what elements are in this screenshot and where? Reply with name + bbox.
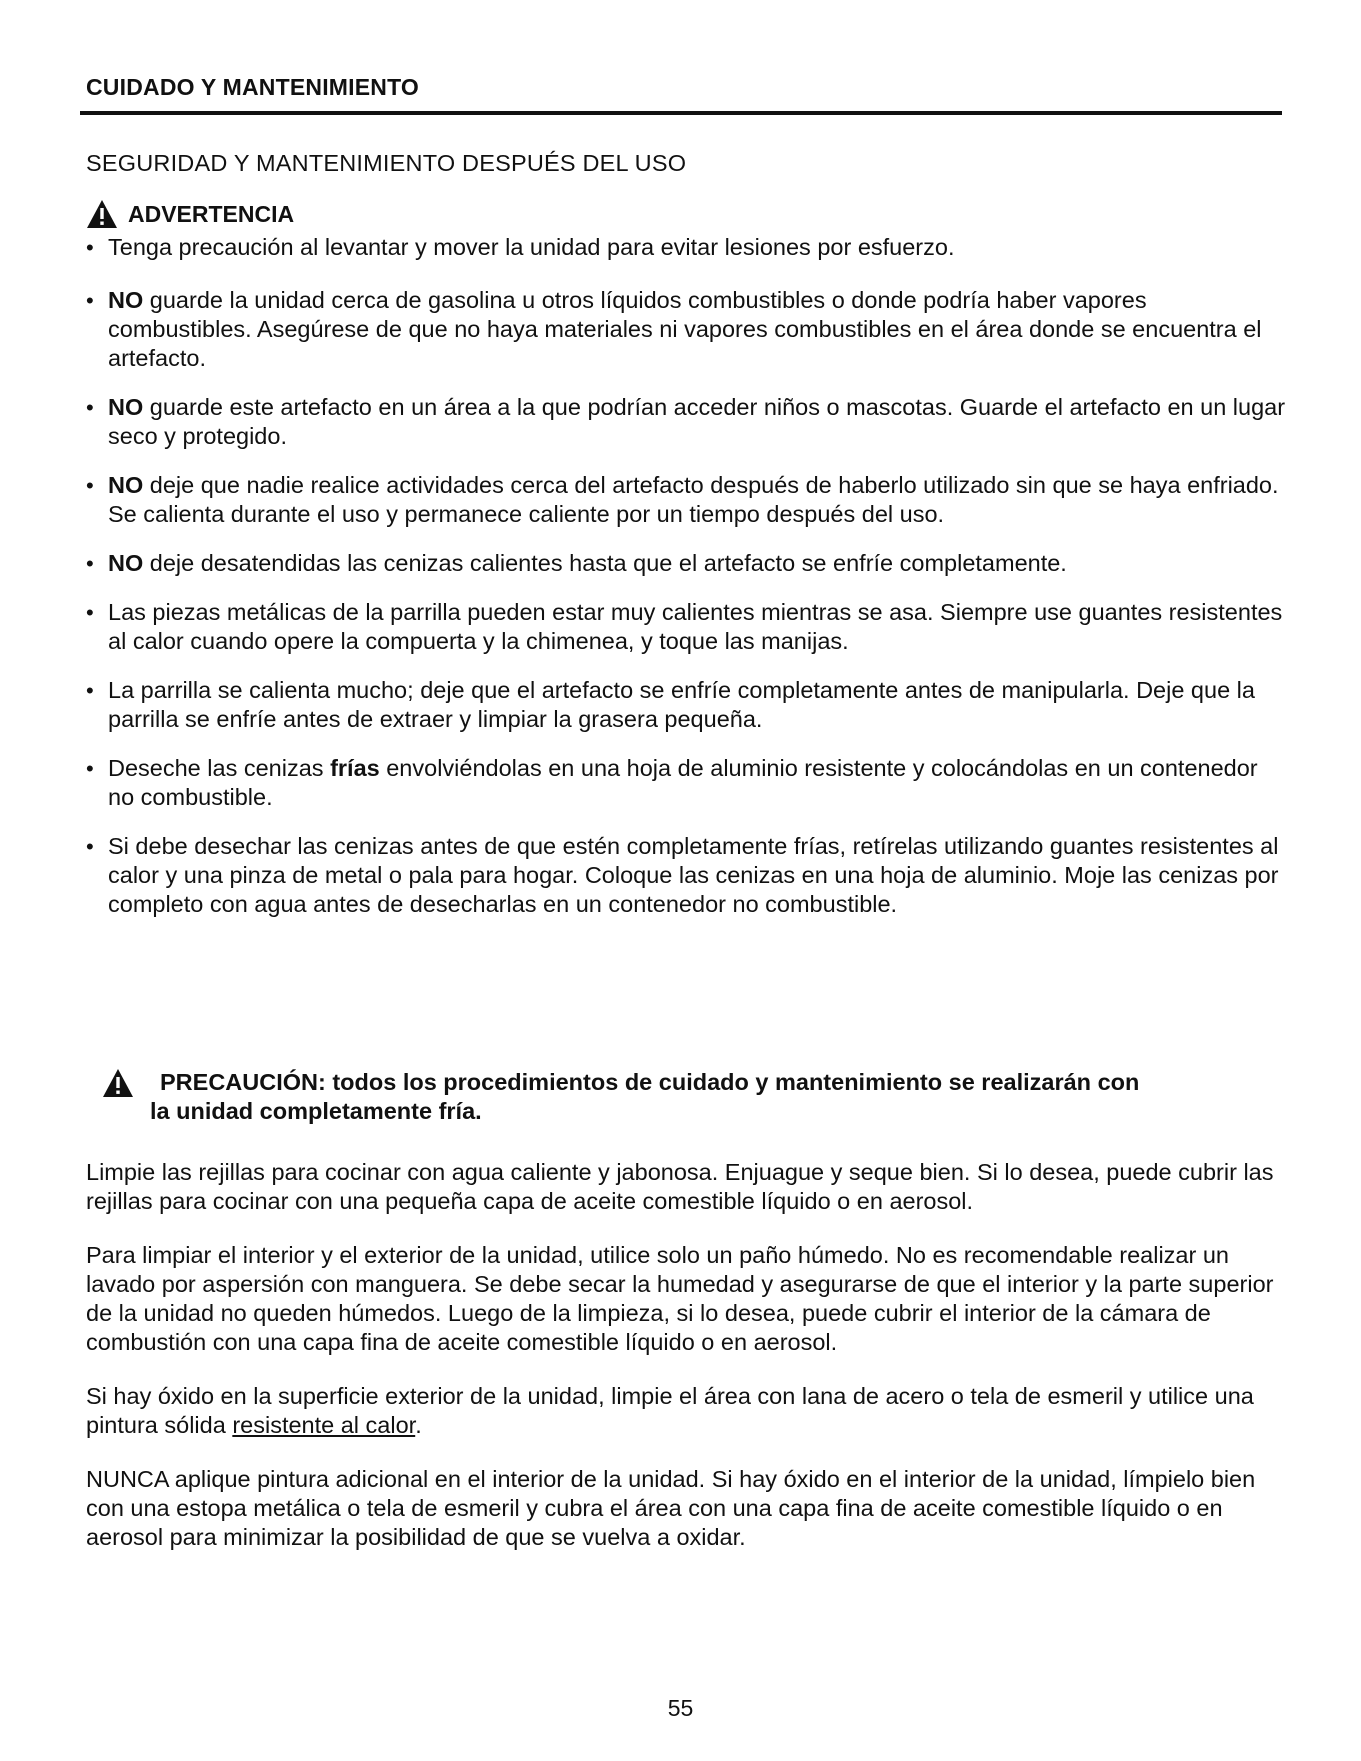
paragraph-grates: Limpie las rejillas para cocinar con agua caliente y jabonosa. Enjuague y seque bien. Si lo desea, puede cubrir las rejillas para cocinar con una pequeña capa de aceite comestible líquido o en aerosol. [86, 1159, 1274, 1214]
caution-triangle-icon [102, 1068, 134, 1098]
section-subtitle: SEGURIDAD Y MANTENIMIENTO DESPUÉS DEL USO [86, 150, 687, 176]
caution-line-1: PRECAUCIÓN: todos los procedimientos de cuidado y mantenimiento se realizarán con [160, 1069, 1140, 1095]
list-item: • Si debe desechar las cenizas antes de que estén completamente frías, retírelas utilizando guantes resistentes al calor y una pinza de metal o pala para hogar. Coloque las cenizas en una hoja de aluminio. Moje las cenizas por completo con agua antes de desecharlas en un contenedor no combustible. [86, 833, 1279, 917]
list-item: • La parrilla se calienta mucho; deje que el artefacto se enfríe completamente antes de manipularla. Deje que la parrilla se enfríe antes de extraer y limpiar la grasera pequeña. [86, 677, 1255, 732]
list-item: • Deseche las cenizas frías envolviéndolas en una hoja de aluminio resistente y colocándolas en un contenedor no combustible. [86, 755, 1258, 810]
caution-notice [102, 1068, 1282, 1126]
list-item: • NO deje que nadie realice actividades cerca del artefacto después de haberlo utilizado sin que se haya enfriado. Se calienta durante el uso y permanece caliente por un tiempo después del uso. [86, 472, 1279, 527]
warning-heading [86, 199, 294, 229]
paragraph-rust-interior: NUNCA aplique pintura adicional en el interior de la unidad. Si hay óxido en el interior de la unidad, límpielo bien con una estopa metálica o tela de esmeril y cubra el área con una capa fina de aceite comestible líquido o en aerosol para minimizar la posibilidad de que se vuelva a oxidar. [86, 1466, 1256, 1550]
list-item: • Las piezas metálicas de la parrilla pueden estar muy calientes mientras se asa. Siempre use guantes resistentes al calor cuando opere la compuerta y la chimenea, y toque las manijas. [86, 599, 1283, 654]
paragraph-cleaning: Para limpiar el interior y el exterior de la unidad, utilice solo un paño húmedo. No es recomendable realizar un lavado por aspersión con manguera. Se debe secar la humedad y asegurarse de que el interior y la parte superior de la unidad no queden húmedos. Luego de la limpieza, si lo desea, puede cubrir el interior de la cámara de combustión con una capa fina de aceite comestible líquido o en aerosol. [86, 1242, 1274, 1355]
list-item: • NO guarde la unidad cerca de gasolina u otros líquidos combustibles o donde podría haber vapores combustibles. Asegúrese de que no haya materiales ni vapores combustibles en el área donde se encuentra el artefacto. [86, 287, 1262, 371]
list-item: • NO guarde este artefacto en un área a la que podrían acceder niños o mascotas. Guarde el artefacto en un lugar seco y protegido. [86, 394, 1286, 449]
list-item: • NO deje desatendidas las cenizas calientes hasta que el artefacto se enfríe completamente. [86, 550, 1067, 576]
care-instructions [86, 1158, 1286, 1577]
paragraph-rust-exterior: Si hay óxido en la superficie exterior de la unidad, limpie el área con lana de acero o tela de esmeril y utilice una pintura sólida resistente al calor. [86, 1383, 1254, 1438]
list-item: • Tenga precaución al levantar y mover la unidad para evitar lesiones por esfuerzo. [86, 234, 955, 260]
header-divider [80, 111, 1282, 115]
page-title: CUIDADO Y MANTENIMIENTO [86, 74, 420, 100]
warning-triangle-icon [86, 199, 118, 229]
warning-label: ADVERTENCIA [128, 200, 295, 227]
warning-list [86, 233, 1286, 939]
caution-line-2: la unidad completamente fría. [150, 1098, 482, 1124]
page-number: 55 [667, 1695, 694, 1721]
